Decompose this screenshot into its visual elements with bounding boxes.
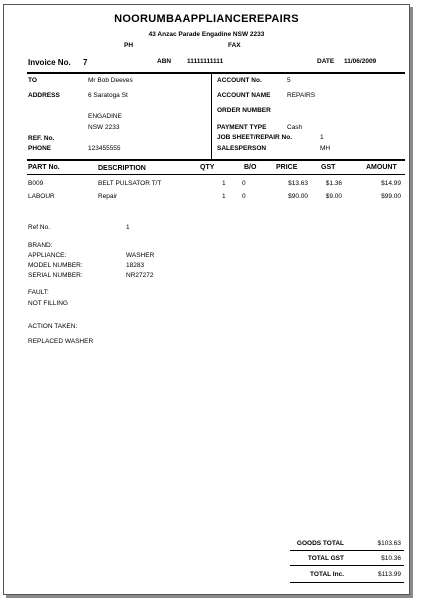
to-value: Mr Bob Deeves: [88, 77, 133, 84]
total-gst-underline: [290, 565, 404, 566]
invoice-no-label: Invoice No.: [28, 58, 71, 67]
account-no-label: ACCOUNT No.: [217, 77, 262, 84]
col-amount: AMOUNT: [366, 164, 397, 171]
serial-value: NR27272: [126, 272, 154, 279]
fax-label: FAX: [228, 42, 241, 49]
goods-total-underline: [290, 550, 404, 551]
total-inc-value: $113.99: [377, 571, 401, 578]
abn-value: 11111111111: [187, 58, 224, 65]
item-gst: $1.36: [325, 180, 342, 187]
total-gst-value: $10.36: [381, 555, 401, 562]
item-price: $90.00: [288, 193, 308, 200]
action-label: ACTION TAKEN:: [28, 323, 78, 330]
account-no-value: 5: [287, 77, 291, 84]
item-qty: 1: [222, 193, 226, 200]
salesperson-label: SALESPERSON: [217, 145, 267, 152]
goods-total-value: $103.63: [377, 540, 401, 547]
divider-items-top: [27, 159, 405, 161]
action-value: REPLACED WASHER: [28, 338, 94, 345]
company-name: NOORUMBAAPPLIANCEREPAIRS: [114, 13, 299, 25]
item-bo: 0: [242, 193, 246, 200]
item-part-no: B009: [28, 180, 44, 187]
detail-ref-label: Ref No.: [28, 224, 51, 231]
col-qty: QTY: [200, 164, 215, 171]
phone-value: 123455555: [88, 145, 121, 152]
appliance-label: APPLIANCE:: [28, 252, 67, 259]
order-number-label: ORDER NUMBER: [217, 107, 271, 114]
invoice-no-value: 7: [83, 58, 88, 67]
brand-label: BRAND:: [28, 242, 53, 249]
col-description: DESCRIPTION: [98, 165, 146, 172]
divider-top: [27, 72, 405, 74]
divider-items-header: [27, 174, 405, 175]
date-value: 11/06/2009: [344, 58, 377, 65]
appliance-value: WASHER: [126, 252, 155, 259]
address-line2: ENGADINE: [88, 113, 122, 120]
salesperson-value: MH: [320, 145, 331, 152]
detail-ref-value: 1: [126, 224, 130, 231]
total-inc-label: TOTAL Inc.: [310, 571, 344, 578]
address-label: ADDRESS: [28, 92, 60, 99]
address-line3: NSW 2233: [88, 124, 120, 131]
item-bo: 0: [242, 180, 246, 187]
account-name-value: REPAIRS: [287, 92, 316, 99]
phone-label: PHONE: [28, 145, 52, 152]
job-sheet-label: JOB SHEET/REPAIR No.: [217, 134, 293, 141]
col-part-no: PART No.: [28, 164, 60, 171]
col-bo: B/O: [244, 164, 257, 171]
abn-label: ABN: [157, 58, 172, 65]
col-gst: GST: [321, 164, 336, 171]
payment-type-value: Cash: [287, 124, 303, 131]
model-label: MODEL NUMBER:: [28, 262, 83, 269]
address-line1: 6 Saratoga St: [88, 92, 128, 99]
ref-label: REF. No.: [28, 135, 55, 142]
item-gst: $9.00: [325, 193, 342, 200]
date-label: DATE: [317, 58, 335, 65]
payment-type-label: PAYMENT TYPE: [217, 124, 267, 131]
total-inc-underline: [290, 582, 404, 583]
col-price: PRICE: [276, 164, 298, 171]
divider-mid: [211, 73, 212, 159]
ph-label: PH: [124, 42, 134, 49]
serial-label: SERIAL NUMBER:: [28, 272, 83, 279]
invoice-page: [3, 4, 410, 595]
company-address: 43 Anzac Parade Engadine NSW 2233: [148, 31, 265, 38]
total-gst-label: TOTAL GST: [307, 555, 344, 562]
model-value: 18283: [126, 262, 145, 269]
goods-total-label: GOODS TOTAL: [296, 540, 344, 547]
fault-value: NOT FILLING: [28, 300, 68, 307]
item-description: Repair: [98, 193, 118, 200]
fault-label: FAULT:: [28, 289, 49, 296]
account-name-label: ACCOUNT NAME: [217, 92, 271, 99]
item-description: BELT PULSATOR T/T: [98, 180, 162, 187]
job-sheet-value: 1: [320, 134, 324, 141]
item-amount: $99.00: [381, 193, 401, 200]
item-qty: 1: [222, 180, 226, 187]
item-part-no: LABOUR: [28, 193, 55, 200]
item-amount: $14.99: [381, 180, 401, 187]
to-label: TO: [28, 77, 37, 84]
item-price: $13.63: [288, 180, 308, 187]
